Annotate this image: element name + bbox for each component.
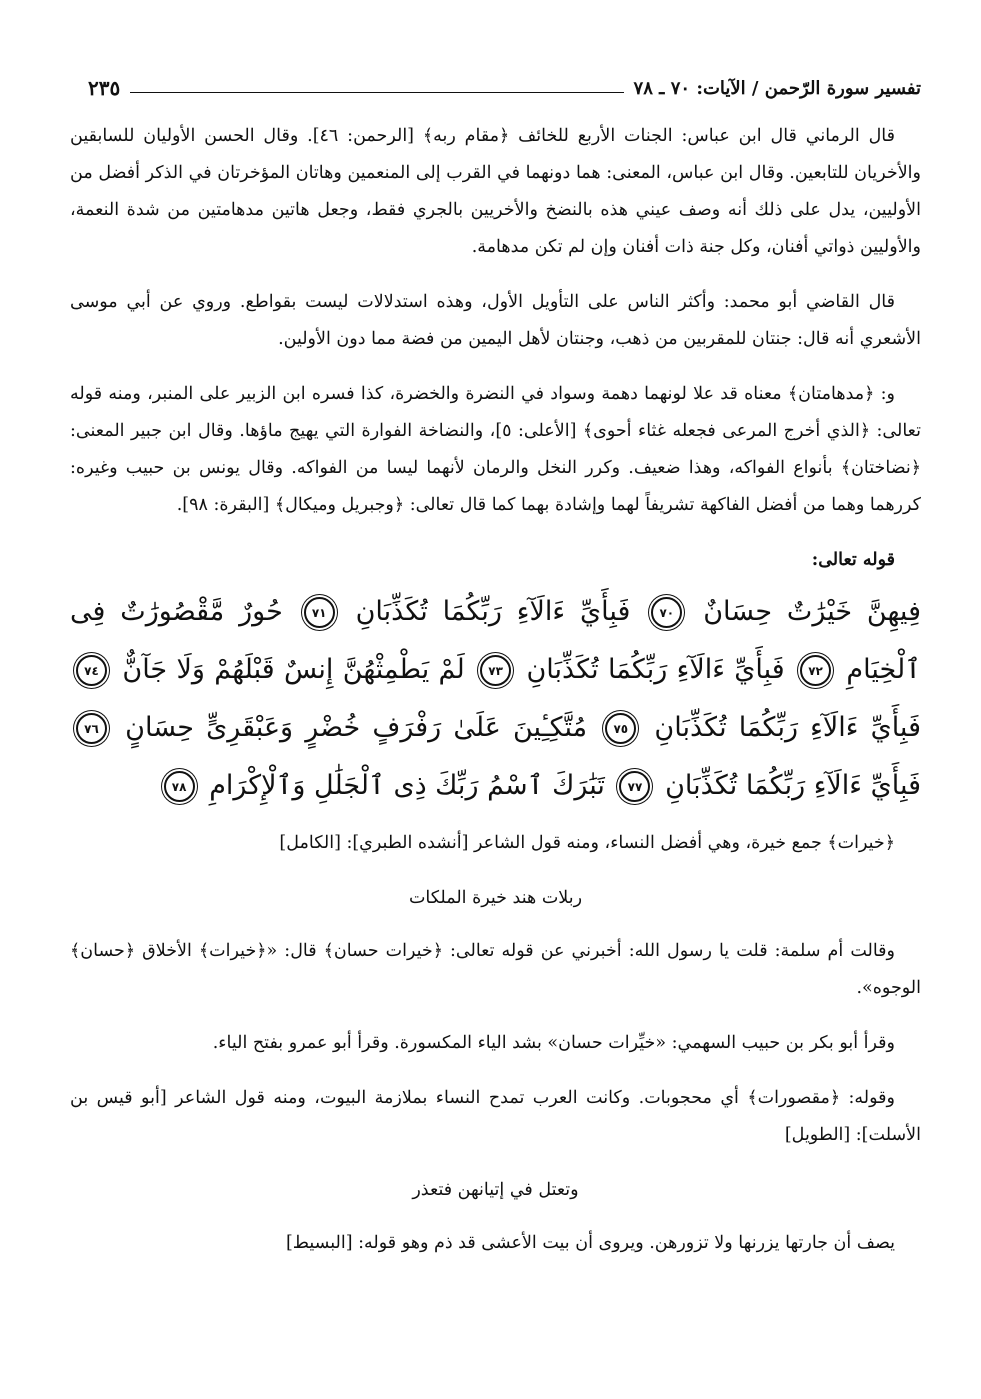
verse-number-73: ٧٣ xyxy=(480,655,511,686)
body-text xyxy=(70,118,921,1280)
verse-71: فَبِأَيِّ ءَالَآءِ رَبِّكُمَا تُكَذِّبَانِ xyxy=(355,596,631,627)
verse-75: فَبِأَيِّ ءَالَآءِ رَبِّكُمَا تُكَذِّبَانِ xyxy=(654,712,921,743)
paragraph-8: يصف أن جارتها يزرنها ولا تزورهن. ويروى أن بيت الأعشى قد ذم وهو قوله: [البسيط] xyxy=(285,1233,895,1253)
verse-number-74: ٧٤ xyxy=(76,655,107,686)
poem-line-1: ربلات هند خيرة الملكات xyxy=(408,888,583,908)
page-number: ٢٣٥ xyxy=(88,76,121,100)
verse-number-76: ٧٦ xyxy=(76,713,107,744)
paragraph-3: و: ﴿مدهامتان﴾ معناه قد علا لونهما دهمة وسواد في النضرة والخضرة، كذا فسره ابن الزبير على المنبر، ومنه قوله تعالى: ﴿الذي أخرج المرعى فجعله غثاء أحوى﴾ [الأعلى: ٥]، والنضاخة الفوارة التي يهيج ماؤها. وقال ابن جبير المعنى: ﴿نضاختان﴾ بأنواع الفواكه، وهذا ضعيف. وكرر النخل والرمان لأنهما ليسا من الفواكه. وقال يونس بن حبيب وغيره: كررهما وهما من أفضل الفاكهة تشريفاً لهما وإشادة بهما كما قال تعالى: ﴿وجبريل وميكال﴾ [البقرة: ٩٨]. xyxy=(70,384,921,515)
verse-74: لَمْ يَطْمِثْهُنَّ إِنسٌ قَبْلَهُمْ وَلَا جَآنٌّ xyxy=(122,654,465,685)
quran-verses xyxy=(70,583,921,815)
verse-number-78: ٧٨ xyxy=(164,771,195,802)
verse-73: فَبِأَيِّ ءَالَآءِ رَبِّكُمَا تُكَذِّبَانِ xyxy=(526,654,785,685)
verse-72: حُورٌ مَّقْصُورَٰتٌ فِى ٱلْخِيَامِ xyxy=(70,596,921,685)
verse-77: فَبِأَيِّ ءَالَآءِ رَبِّكُمَا تُكَذِّبَانِ xyxy=(665,770,921,801)
header-rule xyxy=(130,92,623,93)
verse-76: مُتَّكِـِٔينَ عَلَىٰ رَفْرَفٍ خُضْرٍ وَعَبْقَرِىٍّ حِسَانٍ xyxy=(125,712,588,743)
paragraph-2: قال القاضي أبو محمد: وأكثر الناس على التأويل الأول، وهذه استدلالات ليست بقواطع. وروي عن أبي موسى الأشعري أنه قال: جنتان للمقربين من ذهب، وجنتان لأهل اليمين من فضة مما دون الأولين. xyxy=(70,292,921,349)
paragraph-1: قال الرماني قال ابن عباس: الجنات الأربع للخائف ﴿مقام ربه﴾ [الرحمن: ٤٦]. وقال الحسن الأوليان للسابقين والأخريان للتابعين. وقال ابن عباس، المعنى: هما دونهما في القرب إلى المنعمين وهاتان المؤخرتان في الذكر أفضل من الأوليين، يدل على ذلك أنه وصف عيني هذه بالنضخ والأخريين بالجري فقط، وجعل هاتين مدهامتين من شدة النعمة، والأوليين ذواتي أفنان، وكل جنة ذات أفنان وإن لم تكن مدهامة. xyxy=(70,126,921,257)
verse-intro: قوله تعالى: xyxy=(811,550,895,570)
running-header xyxy=(88,70,921,106)
paragraph-4: ﴿خيرات﴾ جمع خيرة، وهي أفضل النساء، ومنه قول الشاعر [أنشده الطبري]: [الكامل] xyxy=(279,833,895,853)
poem-line-2: وتعتل في إتيانهن فتعذر xyxy=(412,1180,579,1200)
paragraph-7: وقوله: ﴿مقصورات﴾ أي محجوبات. وكانت العرب تمدح النساء بملازمة البيوت، ومنه قول الشاعر [أبو قيس بن الأسلت]: [الطويل] xyxy=(70,1088,921,1145)
verse-number-72: ٧٢ xyxy=(800,655,831,686)
verse-number-70: ٧٠ xyxy=(651,597,682,628)
paragraph-5: وقالت أم سلمة: قلت يا رسول الله: أخبرني عن قوله تعالى: ﴿خيرات حسان﴾ قال: «﴿خيرات﴾ الأخلاق ﴿حسان﴾ الوجوه». xyxy=(70,941,921,998)
verse-number-71: ٧١ xyxy=(304,597,335,628)
verse-78: تَبَٰرَكَ ٱسْمُ رَبِّكَ ذِى ٱلْجَلَٰلِ وَٱلْإِكْرَامِ xyxy=(209,770,605,801)
verse-number-75: ٧٥ xyxy=(605,713,636,744)
verse-70: فِيهِنَّ خَيْرَٰتٌ حِسَانٌ xyxy=(703,596,921,627)
header-title: تفسير سورة الرّحمن / الآيات: ٧٠ ـ ٧٨ xyxy=(633,77,921,99)
paragraph-6: وقرأ أبو بكر بن حبيب السهمي: «خيِّرات حسان» بشد الياء المكسورة. وقرأ أبو عمرو بفتح الياء. xyxy=(212,1033,895,1053)
verse-number-77: ٧٧ xyxy=(619,771,650,802)
